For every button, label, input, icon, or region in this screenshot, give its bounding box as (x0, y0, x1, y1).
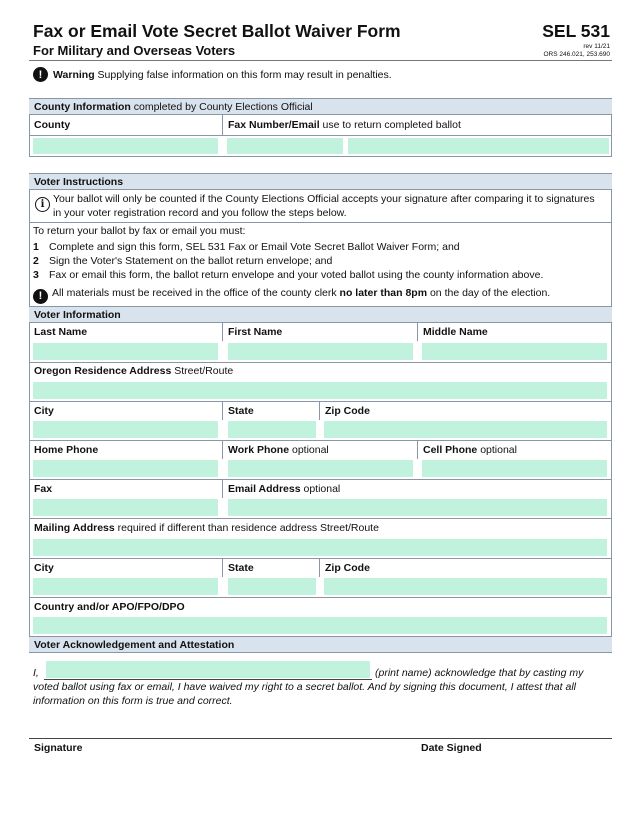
mailing-bold: Mailing Address (34, 522, 115, 534)
alert-icon: ! (33, 289, 48, 304)
attestation-i: I, (33, 667, 39, 679)
info-divider (29, 222, 612, 223)
middle-name-label: Middle Name (423, 326, 488, 338)
divider (222, 559, 223, 577)
home-phone-input[interactable] (33, 460, 218, 477)
middle-name-input[interactable] (422, 343, 607, 360)
deadline-text (52, 286, 550, 301)
row-line (29, 401, 612, 402)
warning-row (33, 67, 392, 82)
email-bold: Email Address (228, 483, 301, 495)
fax-label: Fax (34, 483, 53, 495)
county-info-heading-rest: completed by County Elections Official (133, 101, 313, 113)
header-divider (29, 60, 612, 61)
print-name-input[interactable] (46, 661, 370, 678)
revision-date: rev 11/21 (583, 43, 610, 50)
voter-info-heading: Voter Information (29, 306, 612, 323)
divider (222, 402, 223, 420)
deadline-post: on the day of the election. (429, 287, 551, 299)
residence-rest: Street/Route (174, 365, 234, 377)
county-divider (222, 115, 223, 135)
work-phone-bold: Work Phone (228, 444, 290, 456)
attestation-line-3: information on this form is true and correct. (33, 695, 233, 707)
attestation-line-1: (print name) acknowledge that by casting my (375, 667, 584, 679)
row-line (29, 518, 612, 519)
mailing-city-input[interactable] (33, 578, 218, 595)
divider (222, 480, 223, 498)
fax-email-label-bold: Fax Number/Email (228, 119, 320, 131)
row-line (29, 440, 612, 441)
last-name-input[interactable] (33, 343, 218, 360)
mailing-rest: required if different than residence address Street/Route (117, 522, 379, 534)
divider (417, 323, 418, 341)
email-address-input[interactable] (228, 499, 607, 516)
row-line (29, 597, 612, 598)
first-name-label: First Name (228, 326, 283, 338)
deadline-pre: All materials must be received in the office of the county clerk (52, 287, 337, 299)
mailing-state-label: State (228, 562, 254, 574)
divider (417, 441, 418, 459)
info-line-2: in your voter registration record and you follow the steps below. (53, 207, 347, 219)
county-info-heading-bold: County Information (34, 101, 131, 113)
form-number: SEL 531 (542, 21, 610, 41)
form-subtitle: For Military and Overseas Voters (33, 43, 236, 58)
info-icon: i (35, 197, 50, 212)
fax-input[interactable] (33, 499, 218, 516)
divider (319, 559, 320, 577)
first-name-input[interactable] (228, 343, 413, 360)
info-icon-wrap (35, 194, 50, 212)
work-phone-input[interactable] (228, 460, 413, 477)
attestation-line-2: voted ballot using fax or email, I have waived my right to a secret ballot. And by signing this document, I attest that all (33, 681, 576, 693)
voter-instructions-heading: Voter Instructions (29, 173, 612, 190)
step-number: 1 (33, 241, 39, 253)
county-input[interactable] (33, 138, 218, 154)
optional-note: optional (291, 444, 329, 456)
mailing-address-input[interactable] (33, 539, 607, 556)
info-line-1: Your ballot will only be counted if the County Elections Official accepts your signature after comparing it to signatures (53, 193, 595, 205)
last-name-label: Last Name (34, 326, 88, 338)
state-input[interactable] (228, 421, 316, 438)
row-line (29, 558, 612, 559)
form-title: Fax or Email Vote Secret Ballot Waiver Form (33, 21, 401, 41)
row-line (29, 479, 612, 480)
email-return-input[interactable] (348, 138, 609, 154)
email-address-label (228, 483, 340, 495)
warning-icon: ! (33, 67, 48, 82)
city-input[interactable] (33, 421, 218, 438)
divider (222, 441, 223, 459)
signature-line[interactable] (29, 738, 612, 739)
instructions-intro: To return your ballot by fax or email you must: (33, 225, 246, 237)
date-signed-label: Date Signed (421, 742, 482, 754)
work-phone-label (228, 444, 329, 456)
residence-bold: Oregon Residence Address (34, 365, 172, 377)
deadline-bold: no later than 8pm (339, 287, 428, 299)
cell-phone-bold: Cell Phone (423, 444, 478, 456)
county-label: County (34, 119, 71, 131)
cell-phone-input[interactable] (422, 460, 607, 477)
mailing-address-label (34, 522, 379, 534)
divider (222, 323, 223, 341)
step-number: 2 (33, 255, 39, 267)
attestation-heading: Voter Acknowledgement and Attestation (29, 636, 612, 653)
mailing-state-input[interactable] (228, 578, 316, 595)
row-line (29, 362, 612, 363)
zip-code-input[interactable] (324, 421, 607, 438)
zip-code-label: Zip Code (325, 405, 370, 417)
signature-label: Signature (34, 742, 83, 754)
step-number: 3 (33, 269, 39, 281)
divider (319, 402, 320, 420)
warning-text: Supplying false information on this form may result in penalties. (97, 68, 392, 81)
fax-number-input[interactable] (227, 138, 343, 154)
fax-email-label (228, 119, 461, 131)
residence-address-label (34, 365, 233, 377)
county-info-heading (29, 98, 612, 115)
step-text: Fax or email this form, the ballot return envelope and your voted ballot using the county information above. (49, 269, 544, 281)
mailing-zip-label: Zip Code (325, 562, 370, 574)
cell-phone-label (423, 444, 517, 456)
city-label: City (34, 405, 54, 417)
revision-info (544, 43, 611, 59)
deadline-icon-wrap (33, 286, 53, 304)
country-input[interactable] (33, 617, 607, 634)
mailing-city-label: City (34, 562, 54, 574)
step-text: Sign the Voter's Statement on the ballot return envelope; and (49, 255, 333, 267)
optional-note: optional (480, 444, 517, 456)
country-label: Country and/or APO/FPO/DPO (34, 601, 185, 613)
residence-address-input[interactable] (33, 382, 607, 399)
warning-label: Warning (53, 68, 95, 81)
state-label: State (228, 405, 254, 417)
fax-email-label-rest: use to return completed ballot (322, 119, 461, 131)
statutes: ORS 246.021, 253.690 (543, 51, 610, 58)
step-text: Complete and sign this form, SEL 531 Fax or Email Vote Secret Ballot Waiver Form; and (49, 241, 460, 253)
optional-note: optional (303, 483, 341, 495)
county-row-line (29, 135, 612, 136)
home-phone-label: Home Phone (34, 444, 99, 456)
mailing-zip-input[interactable] (324, 578, 607, 595)
